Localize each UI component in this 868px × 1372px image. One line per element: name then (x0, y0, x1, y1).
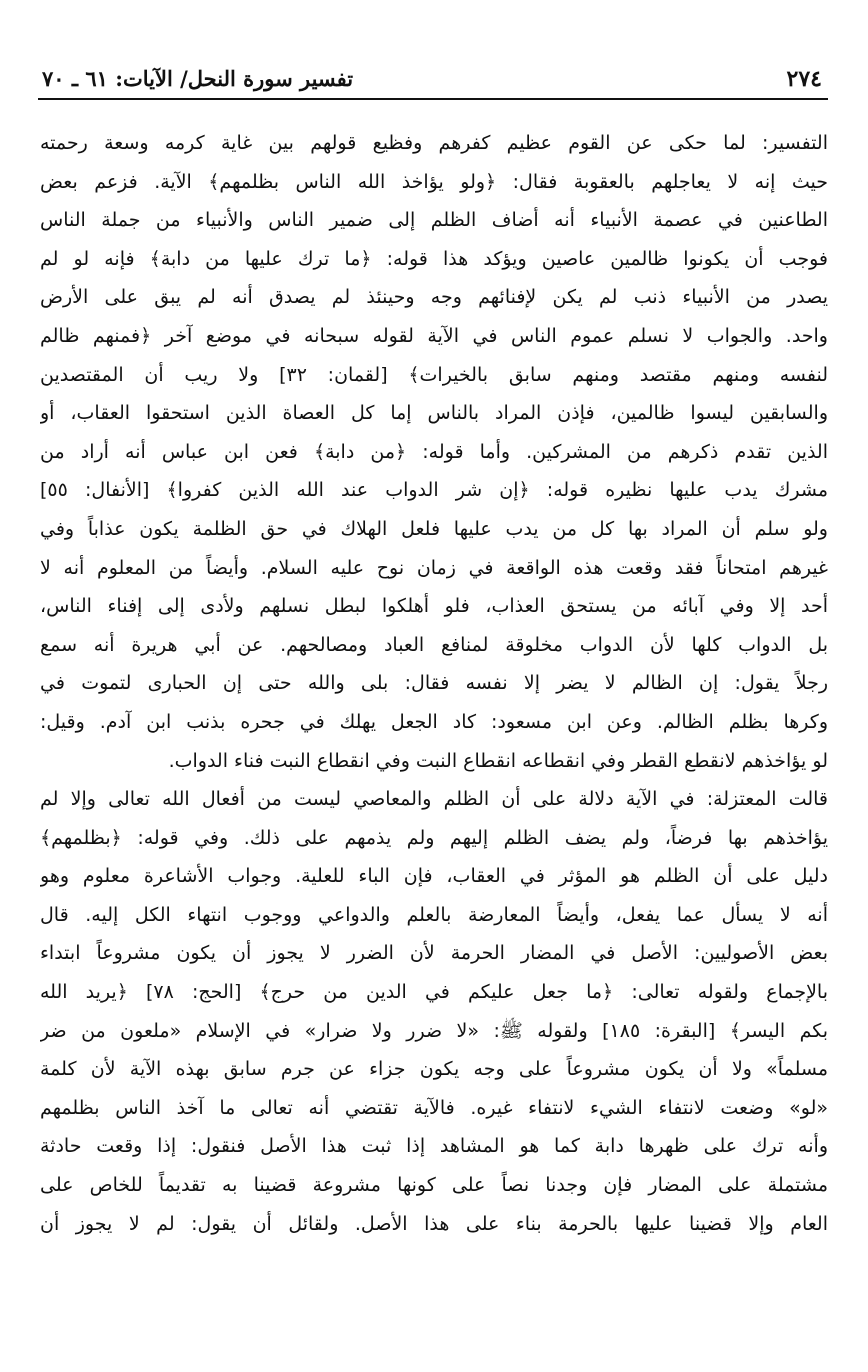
text-line: قالت المعتزلة: في الآية دلالة على أن الظلم والمعاصي ليست من أفعال الله تعالى وإلا لم (40, 788, 828, 811)
text-line: مسلماً» ولا أن يكون مشروعاً على وجه يكون جزاء عن جرم سابق بهذه الآية لأن كلمة (40, 1058, 828, 1081)
text-line: واحد. والجواب لا نسلم عموم الناس في الآية لقوله سبحانه في موضع آخر ﴿فمنهم ظالم (40, 324, 828, 347)
running-title: تفسير سورة النحل/ الآيات: ٦١ ـ ٧٠ (42, 66, 354, 91)
text-line: فوجب أن يكونوا ظالمين عاصين ويؤكد هذا قوله: ﴿ما ترك عليها من دابة﴾ فإنه لو لم (40, 247, 828, 270)
page-number: ٢٧٤ (786, 66, 822, 92)
text-line: بالإجماع ولقوله تعالى: ﴿ما جعل عليكم في الدين من حرج﴾ [الحج: ٧٨] ﴿يريد الله (40, 981, 828, 1004)
text-line: التفسير: لما حكى عن القوم عظيم كفرهم وفظيع قولهم بين غاية كرمه وسعة رحمته (40, 132, 828, 154)
text-line: رجلاً يقول: إن الظالم لا يضر إلا نفسه فقال: بلى والله حتى إن الحبارى لتموت في (40, 672, 828, 695)
text-line: حيث إنه لا يعاجلهم بالعقوبة فقال: ﴿ولو يؤاخذ الله الناس بظلمهم﴾ الآية. فزعم بعض (40, 170, 828, 193)
text-line: ولو سلم أن المراد بها كل من يدب عليها فلعل الهلاك في حق الظلمة يكون عذاباً وفي (40, 517, 828, 540)
text-line: بعض الأصوليين: الأصل في المضار الحرمة لأن الضرر لا يجوز أن يكون مشروعاً ابتداء (40, 942, 828, 965)
header-divider (38, 98, 828, 100)
text-line: وكرها بظلم الظالم. وعن ابن مسعود: كاد الجعل يهلك في جحره بذنب ابن آدم. وقيل: (40, 710, 828, 733)
text-line: والسابقين ليسوا ظالمين، فإذن المراد بالناس إما كل العصاة الذين استحقوا العقاب، أو (40, 402, 828, 425)
text-line: دليل على أن الظلم هو المؤثر في العقاب، فإن الباء للعلية. وجواب الأشاعرة معلوم وهو (40, 865, 828, 888)
page-header (38, 62, 828, 98)
text-line: الطاعنين في عصمة الأنبياء أنه أضاف الظلم إلى ضمير الناس والأنبياء من جملة الناس (40, 209, 828, 232)
text-line: أنه لا يسأل عما يفعل، وأيضاً المعارضة بالعلم والدواعي ووجوب انتهاء الكل إليه. قال (40, 903, 828, 926)
text-line: لو يؤاخذهم لانقطع القطر وفي انقطاعه انقطاع النبت وفي انقطاع النبت فناء الدواب. (168, 749, 828, 772)
text-line: بل الدواب كلها لأن الدواب مخلوقة لمنافع العباد ومصالحهم. عن أبي هريرة أنه سمع (40, 633, 828, 656)
text-line: أحد إلا وفي آبائه من يستحق العذاب، فلو أهلكوا لبطل نسلهم ولأدى إلى إفناء الناس، (40, 595, 828, 618)
text-line: وأنه ترك على ظهرها دابة كما هو المشاهد إذا ثبت هذا الأصل فنقول: إذا وقعت حادثة (40, 1135, 828, 1158)
text-line: يؤاخذهم بها فرضاً، ولم يضف الظلم إليهم ولم يذمهم على ذلك. وفي قوله: ﴿بظلمهم﴾ (40, 826, 828, 849)
text-line: غيرهم امتحاناً فقد وقعت هذه الواقعة في زمان نوح عليه السلام. وأيضاً من المعلوم أنه لا (40, 556, 828, 579)
text-line: الذين تقدم ذكرهم من المشركين. وأما قوله: ﴿من دابة﴾ فعن ابن عباس أنه أراد من (40, 440, 828, 463)
text-line: «لو» وضعت لانتفاء الشيء لانتفاء غيره. فالآية تقتضي أنه تعالى ما آخذ الناس بظلمهم (40, 1096, 828, 1119)
text-line: مشرك يدب عليها نظيره قوله: ﴿إن شر الدواب عند الله الذين كفروا﴾ [الأنفال: ٥٥] (40, 479, 828, 502)
text-line: بكم اليسر﴾ [البقرة: ١٨٥] ولقوله ﷺ: «لا ضرر ولا ضرار» في الإسلام «ملعون من ضر (40, 1019, 828, 1042)
text-line: مشتملة على المضار فإن وجدنا نصاً على كونها مشروعة قضينا به تقديماً للخاص على (40, 1174, 828, 1197)
text-line: لنفسه ومنهم مقتصد ومنهم سابق بالخيرات﴾ [لقمان: ٣٢] ولا ريب أن المقتصدين (40, 363, 828, 386)
commentary-text (40, 124, 828, 1243)
text-line: يصدر من الأنبياء ذنب لم يكن لإفنائهم وجه وحينئذ لم يصدق أنه لم يبق على الأرض (40, 286, 828, 309)
text-line: العام وإلا قضينا عليها بالحرمة بناء على هذا الأصل. ولقائل أن يقول: لم لا يجوز أن (40, 1212, 828, 1235)
